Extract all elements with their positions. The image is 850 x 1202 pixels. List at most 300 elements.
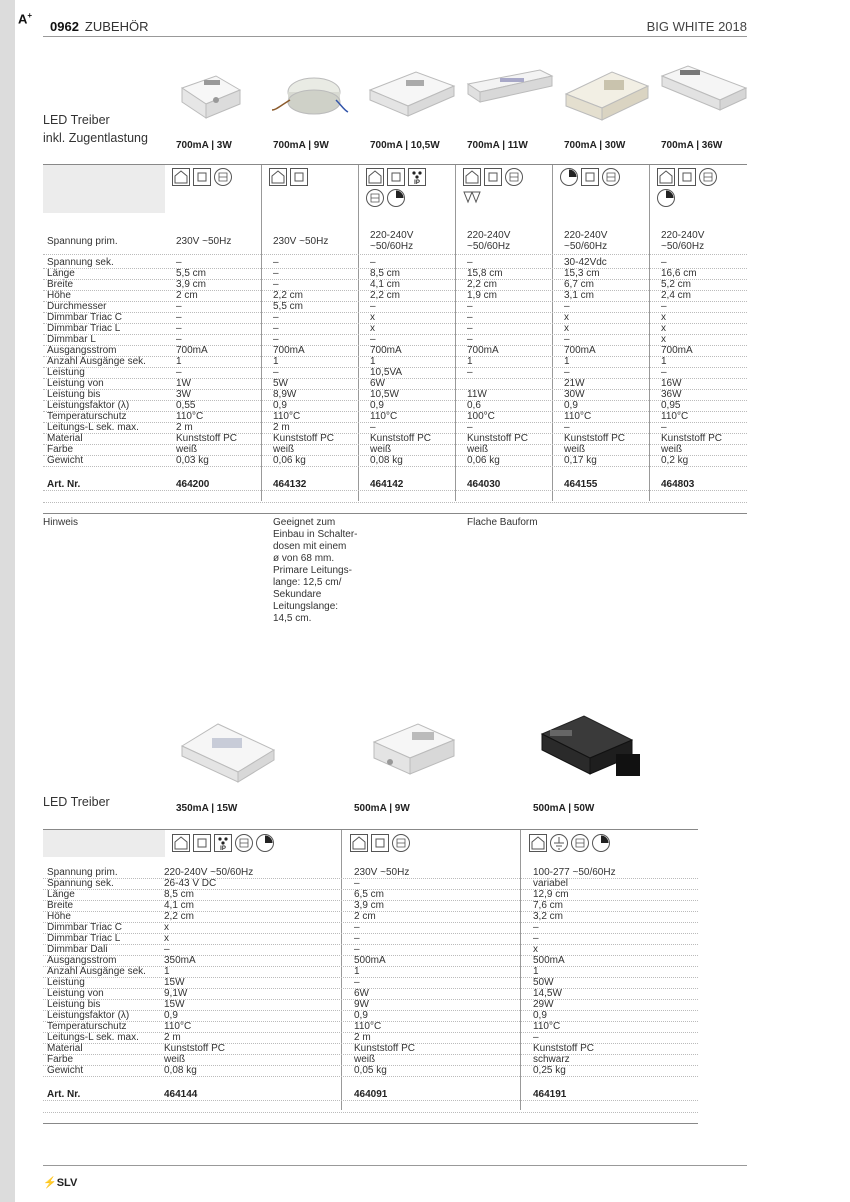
hinweis-line: Geeignet zum <box>273 517 336 528</box>
spec-value: Kunststoff PC <box>354 1043 415 1054</box>
spec-value: 1 <box>354 966 360 977</box>
dimmable-icon <box>657 189 675 207</box>
driver-type-icon <box>392 834 410 852</box>
spec-value: 1 <box>564 356 570 367</box>
spec-label: Material <box>47 1043 83 1054</box>
protection-class-icon <box>371 834 389 852</box>
spec-value: – <box>370 422 376 433</box>
spec-value: – <box>176 257 182 268</box>
icon-group-464091 <box>350 834 510 852</box>
product-image-464155 <box>560 64 652 122</box>
spec-value: – <box>273 323 279 334</box>
spec-value: 700mA <box>467 345 499 356</box>
spec-label: Farbe <box>47 1054 74 1065</box>
article-number-row: Art. Nr. 464144 464091 464191 <box>43 1089 698 1101</box>
spec-value: – <box>564 367 570 378</box>
spec-value: 500mA <box>354 955 386 966</box>
spec-value: x <box>564 323 569 334</box>
spec-value: 2 cm <box>354 911 376 922</box>
spec-value: schwarz <box>533 1054 570 1065</box>
spec-value: 0,9 <box>370 400 384 411</box>
spec-value: 11W <box>467 389 487 400</box>
spec-value: – <box>176 323 182 334</box>
spec-value: 5W <box>273 378 288 389</box>
spec-value: 14,5W <box>533 988 562 999</box>
ip-rating-icon <box>214 834 232 852</box>
table1-bottom-line <box>43 513 747 514</box>
column-head-464144: 350mA | 15W <box>176 803 238 814</box>
icon-group-464803 <box>657 168 737 207</box>
spec-value: x <box>533 944 538 955</box>
spec-value: – <box>370 334 376 345</box>
spec-value: 100°C <box>467 411 495 422</box>
spec-label: Dimmbar Dali <box>47 944 108 955</box>
hinweis-line: lange: 12,5 cm/ <box>273 577 342 588</box>
spec-value: 2,2 cm <box>370 290 401 301</box>
spec-label: Spannung sek. <box>47 878 114 889</box>
spec-label: Anzahl Ausgänge sek. <box>47 356 146 367</box>
spec-value: – <box>354 922 360 933</box>
spec-value: weiß <box>370 444 392 455</box>
spec-label: Dimmbar Triac C <box>47 312 123 323</box>
protection-class-icon <box>484 168 502 186</box>
section-name: ZUBEHÖR <box>84 19 149 34</box>
spec-value: 21W <box>564 378 585 389</box>
article-number: 464155 <box>564 479 598 490</box>
protection-class-icon <box>387 168 405 186</box>
spec-value: 700mA <box>564 345 596 356</box>
indoor-house-icon <box>657 168 675 186</box>
table2-icon-label-cell <box>43 830 165 857</box>
spec-value: 5,5 cm <box>273 301 304 312</box>
spec-value: – <box>354 944 360 955</box>
driver-type-icon <box>366 189 384 207</box>
spec-value: Kunststoff PC <box>164 1043 225 1054</box>
table1-spacer-row <box>43 491 747 503</box>
spec-label: Leitungs-L sek. max. <box>47 1032 139 1043</box>
spec-value: 0,25 kg <box>533 1065 566 1076</box>
icon-group-464200 <box>172 168 252 186</box>
spec-value: 3,1 cm <box>564 290 595 301</box>
indoor-house-icon <box>463 168 481 186</box>
spec-value: 16,6 cm <box>661 268 697 279</box>
spec-value: 6W <box>354 988 369 999</box>
spec-value: – <box>661 301 667 312</box>
spec-value: 110°C <box>370 411 398 422</box>
spec-value: – <box>661 257 667 268</box>
spec-value: Kunststoff PC <box>370 433 431 444</box>
section1-title: LED Treiber inkl. Zugentlastung <box>43 113 148 145</box>
spec-label: Leistung bis <box>47 389 101 400</box>
protection-class-icon <box>581 168 599 186</box>
product-image-464803 <box>658 62 750 114</box>
spec-value: 6W <box>370 378 385 389</box>
driver-type-icon <box>235 834 253 852</box>
spec-value: Kunststoff PC <box>176 433 237 444</box>
column-head-464142: 700mA | 10,5W <box>370 140 440 151</box>
table2-spacer-row <box>43 1101 698 1113</box>
spec-label: Leistung von <box>47 988 104 999</box>
spec-value: – <box>354 933 360 944</box>
spec-value: 3W <box>176 389 191 400</box>
product-image-464132 <box>270 70 350 120</box>
spec-value: – <box>370 301 376 312</box>
indoor-house-icon <box>350 834 368 852</box>
spec-label: Länge <box>47 889 75 900</box>
protection-class-icon <box>290 168 308 186</box>
hinweis-line: 14,5 cm. <box>273 613 312 624</box>
spec-value: 110°C <box>661 411 689 422</box>
spec-value: 3,9 cm <box>176 279 207 290</box>
spec-value: – <box>533 922 539 933</box>
spec-value: – <box>533 933 539 944</box>
spec-value: 12,9 cm <box>533 889 569 900</box>
article-number-row: Art. Nr. 464200 464132 464142 464030 464155 464803 <box>43 479 747 491</box>
spec-value: – <box>273 312 279 323</box>
icon-group-464142 <box>366 168 446 207</box>
hinweis-line: Leitungslange: <box>273 601 339 612</box>
column-head-464191: 500mA | 50W <box>533 803 595 814</box>
spec-value: 700mA <box>273 345 305 356</box>
spec-value: – <box>564 334 570 345</box>
spec-value: x <box>370 323 375 334</box>
spec-label: Breite <box>47 279 74 290</box>
svg-text:IP: IP <box>220 846 226 852</box>
svg-text:IP: IP <box>414 180 420 186</box>
column-head-464030: 700mA | 11W <box>467 140 528 151</box>
hinweis-464030: Flache Bauform <box>467 517 538 528</box>
spec-value: – <box>467 312 473 323</box>
spec-value: 1,9 cm <box>467 290 498 301</box>
spec-value: 15,8 cm <box>467 268 503 279</box>
spec-label: Dimmbar Triac L <box>47 933 121 944</box>
spec-value: x <box>164 922 169 933</box>
article-number: 464142 <box>370 479 404 490</box>
column-head-464200: 700mA | 3W <box>176 140 232 151</box>
spec-value: 1 <box>164 966 170 977</box>
spec-label: Dimmbar Triac L <box>47 323 121 334</box>
spec-value: 0,95 <box>661 400 681 411</box>
section2-title: LED Treiber <box>43 795 110 809</box>
article-number: 464132 <box>273 479 307 490</box>
column-head-464803: 700mA | 36W <box>661 140 723 151</box>
spec-value: 2,2 cm <box>467 279 498 290</box>
spec-label: Höhe <box>47 290 71 301</box>
product-image-464030 <box>464 64 556 120</box>
table1-icon-label-cell <box>43 165 165 213</box>
spec-value: – <box>273 334 279 345</box>
spec-value: 0,9 <box>533 1010 547 1021</box>
page-side-bar <box>0 0 15 1202</box>
article-number: 464200 <box>176 479 210 490</box>
spec-value: 2,2 cm <box>273 290 304 301</box>
spec-label: Leistungsfaktor (λ) <box>47 1010 130 1021</box>
icon-group-464191 <box>529 834 689 852</box>
spec-label: Höhe <box>47 911 71 922</box>
spec-value: 30W <box>564 389 585 400</box>
column-head-464132: 700mA | 9W <box>273 140 329 151</box>
spec-value: Kunststoff PC <box>273 433 334 444</box>
ip-rating-icon <box>408 168 426 186</box>
spec-value: Kunststoff PC <box>661 433 722 444</box>
header-divider <box>43 36 747 37</box>
spec-value: – <box>467 334 473 345</box>
spec-value: – <box>467 323 473 334</box>
spec-label: Gewicht <box>47 455 84 466</box>
spec-value: 110°C <box>564 411 592 422</box>
spec-value: 8,5 cm <box>164 889 195 900</box>
spec-label: Durchmesser <box>47 301 107 312</box>
spec-value: 8,5 cm <box>370 268 401 279</box>
product-image-464144 <box>176 716 280 784</box>
driver-type-icon <box>214 168 232 186</box>
page-header <box>50 19 148 34</box>
indoor-house-icon <box>172 168 190 186</box>
spec-value: – <box>661 367 667 378</box>
spec-value: 7,6 cm <box>533 900 564 911</box>
hinweis-line: dosen mit einem <box>273 541 347 552</box>
spec-value: 6,7 cm <box>564 279 595 290</box>
page-number: 0962 <box>50 19 79 34</box>
spec-value: 5,5 cm <box>176 268 207 279</box>
spec-value: 2,4 cm <box>661 290 692 301</box>
spec-value: x <box>164 933 169 944</box>
column-head-464091: 500mA | 9W <box>354 803 410 814</box>
spec-value: – <box>354 878 360 889</box>
spec-label: Temperaturschutz <box>47 411 127 422</box>
spec-value: x <box>661 312 666 323</box>
spec-value: 9,1W <box>164 988 188 999</box>
indoor-house-icon <box>529 834 547 852</box>
product-image-464142 <box>366 64 458 120</box>
spec-value: x <box>661 334 666 345</box>
spec-label: Leitungs-L sek. max. <box>47 422 139 433</box>
spec-value: – <box>370 257 376 268</box>
spec-value: 4,1 cm <box>370 279 401 290</box>
spec-value: 8,9W <box>273 389 297 400</box>
spec-value: weiß <box>176 444 198 455</box>
spec-value: 700mA <box>176 345 208 356</box>
spec-value: variabel <box>533 878 569 889</box>
spec-value: 0,9 <box>273 400 287 411</box>
spec-row-spannung-prim: Spannung prim. 230V ~50Hz 230V ~50Hz 220-240V ~50/60Hz 220-240V ~50/60Hz 220-240V ~50/60Hz 220-240V ~50/60Hz <box>43 230 747 255</box>
spec-label: Material <box>47 433 83 444</box>
driver-type-icon <box>699 168 717 186</box>
spec-value: 0,08 kg <box>370 455 403 466</box>
spec-value: 50W <box>533 977 554 988</box>
spec-value: 1 <box>467 356 473 367</box>
spec-value: – <box>273 367 279 378</box>
spec-value: 5,2 cm <box>661 279 692 290</box>
spec-value: – <box>564 422 570 433</box>
column-head-464155: 700mA | 30W <box>564 140 626 151</box>
spec-value: 2,2 cm <box>164 911 195 922</box>
spec-row <box>43 1065 698 1077</box>
spec-value: 110°C <box>176 411 204 422</box>
spec-value: 16W <box>661 378 682 389</box>
spec-value: weiß <box>467 444 489 455</box>
spec-value: 0,9 <box>164 1010 178 1021</box>
spec-value: Kunststoff PC <box>533 1043 594 1054</box>
spec-value: 700mA <box>661 345 693 356</box>
catalog-name: BIG WHITE 2018 <box>646 19 747 34</box>
spec-value: – <box>176 334 182 345</box>
spec-value: 3,2 cm <box>533 911 564 922</box>
icon-group-464030 <box>463 168 543 207</box>
article-number: 464803 <box>661 479 695 490</box>
spec-value: 0,9 <box>564 400 578 411</box>
earth-icon <box>550 834 568 852</box>
spec-value: weiß <box>564 444 586 455</box>
spec-value: 1 <box>176 356 182 367</box>
footer-divider <box>43 1165 747 1166</box>
furniture-mount-icon <box>463 189 481 207</box>
spec-label: Ausgangsstrom <box>47 955 117 966</box>
spec-value: 0,17 kg <box>564 455 597 466</box>
brand-logo: ⚡SLV <box>43 1177 78 1189</box>
product-image-464091 <box>368 716 458 782</box>
indoor-house-icon <box>172 834 190 852</box>
spec-label: Breite <box>47 900 74 911</box>
spec-value: – <box>533 1032 539 1043</box>
spec-value: 110°C <box>273 411 301 422</box>
spec-value: 220-240V ~50/60Hz <box>164 867 254 878</box>
spark-icon: ⚡ <box>43 1177 57 1189</box>
driver-type-icon <box>602 168 620 186</box>
spec-value: – <box>467 422 473 433</box>
spec-value: 1W <box>176 378 191 389</box>
icon-group-464144 <box>172 834 332 852</box>
spec-value: weiß <box>164 1054 186 1065</box>
driver-type-icon <box>571 834 589 852</box>
spec-value: – <box>467 301 473 312</box>
spec-value: 0,6 <box>467 400 481 411</box>
spec-value: 110°C <box>354 1021 382 1032</box>
protection-class-icon <box>678 168 696 186</box>
spec-value: Kunststoff PC <box>564 433 625 444</box>
spec-value: 3,9 cm <box>354 900 385 911</box>
spec-value: 110°C <box>164 1021 192 1032</box>
spec-value: 15,3 cm <box>564 268 600 279</box>
spec-value: 0,2 kg <box>661 455 689 466</box>
spec-value: 15W <box>164 977 185 988</box>
spec-value: Kunststoff PC <box>467 433 528 444</box>
protection-class-icon <box>193 168 211 186</box>
spec-value: – <box>273 268 279 279</box>
spec-value: 0,55 <box>176 400 196 411</box>
spec-value: 9W <box>354 999 369 1010</box>
energy-class-mark: A+ <box>18 11 33 27</box>
spec-value: 100-277 ~50/60Hz <box>533 867 616 878</box>
spec-value: 2 m <box>164 1032 181 1043</box>
spec-value: 700mA <box>370 345 402 356</box>
spec-value: 2 m <box>176 422 193 433</box>
dimmable-icon <box>387 189 405 207</box>
spec-value: x <box>661 323 666 334</box>
spec-row <box>43 455 747 467</box>
spec-value: – <box>661 422 667 433</box>
spec-label: Farbe <box>47 444 74 455</box>
spec-value: 0,05 kg <box>354 1065 387 1076</box>
indoor-house-icon <box>366 168 384 186</box>
spec-value: 230V ~50Hz <box>354 867 410 878</box>
spec-label: Dimmbar L <box>47 334 96 345</box>
spec-value: 2 m <box>273 422 290 433</box>
indoor-house-icon <box>269 168 287 186</box>
product-image-464200 <box>176 66 246 122</box>
spec-value: weiß <box>354 1054 376 1065</box>
spec-value: – <box>467 367 473 378</box>
spec-value: 0,06 kg <box>467 455 500 466</box>
spec-label: Ausgangsstrom <box>47 345 117 356</box>
spec-value: – <box>467 257 473 268</box>
icon-group-464132 <box>269 168 349 186</box>
spec-label: Dimmbar Triac C <box>47 922 123 933</box>
driver-type-icon <box>505 168 523 186</box>
spec-value: 0,9 <box>354 1010 368 1021</box>
spec-label: Länge <box>47 268 75 279</box>
spec-value: 1 <box>273 356 279 367</box>
spec-label: Leistung von <box>47 378 104 389</box>
spec-value: – <box>164 944 170 955</box>
dimmable-icon <box>560 168 578 186</box>
dimmable-icon <box>256 834 274 852</box>
hinweis-line: Einbau in Schalter- <box>273 529 358 540</box>
article-number: 464191 <box>533 1089 567 1100</box>
hinweis-464132 <box>273 517 358 625</box>
spec-value: 1 <box>661 356 667 367</box>
spec-value: – <box>176 301 182 312</box>
spec-label: Leistung <box>47 977 85 988</box>
table2-bottom-line <box>43 1123 698 1124</box>
spec-value: 0,06 kg <box>273 455 306 466</box>
spec-value: – <box>354 977 360 988</box>
spec-label: Leistung <box>47 367 85 378</box>
article-number: 464144 <box>164 1089 198 1100</box>
spec-value: 36W <box>661 389 682 400</box>
spec-value: 10,5VA <box>370 367 403 378</box>
spec-value: 500mA <box>533 955 565 966</box>
hinweis-line: ø von 68 mm. <box>273 553 335 564</box>
spec-value: 0,03 kg <box>176 455 209 466</box>
spec-value: – <box>273 279 279 290</box>
spec-value: 30-42Vdc <box>564 257 607 268</box>
spec-value: 26-43 V DC <box>164 878 217 889</box>
protection-class-icon <box>193 834 211 852</box>
spec-label: Temperaturschutz <box>47 1021 127 1032</box>
spec-value: 1 <box>370 356 376 367</box>
spec-label: Leistungsfaktor (λ) <box>47 400 130 411</box>
spec-label: Anzahl Ausgänge sek. <box>47 966 146 977</box>
spec-value: 2 m <box>354 1032 371 1043</box>
icon-group-464155 <box>560 168 640 186</box>
hinweis-line: Sekundare <box>273 589 322 600</box>
spec-label: Spannung prim. <box>47 867 118 878</box>
article-number: 464091 <box>354 1089 388 1100</box>
dimmable-icon <box>592 834 610 852</box>
spec-value: 6,5 cm <box>354 889 385 900</box>
product-image-464191 <box>538 712 648 790</box>
spec-value: 15W <box>164 999 185 1010</box>
spec-label: Gewicht <box>47 1065 84 1076</box>
spec-value: 1 <box>533 966 539 977</box>
spec-value: x <box>370 312 375 323</box>
spec-value: x <box>564 312 569 323</box>
spec-label: Spannung sek. <box>47 257 114 268</box>
spec-value: 29W <box>533 999 554 1010</box>
spec-value: – <box>176 312 182 323</box>
spec-value: – <box>564 301 570 312</box>
